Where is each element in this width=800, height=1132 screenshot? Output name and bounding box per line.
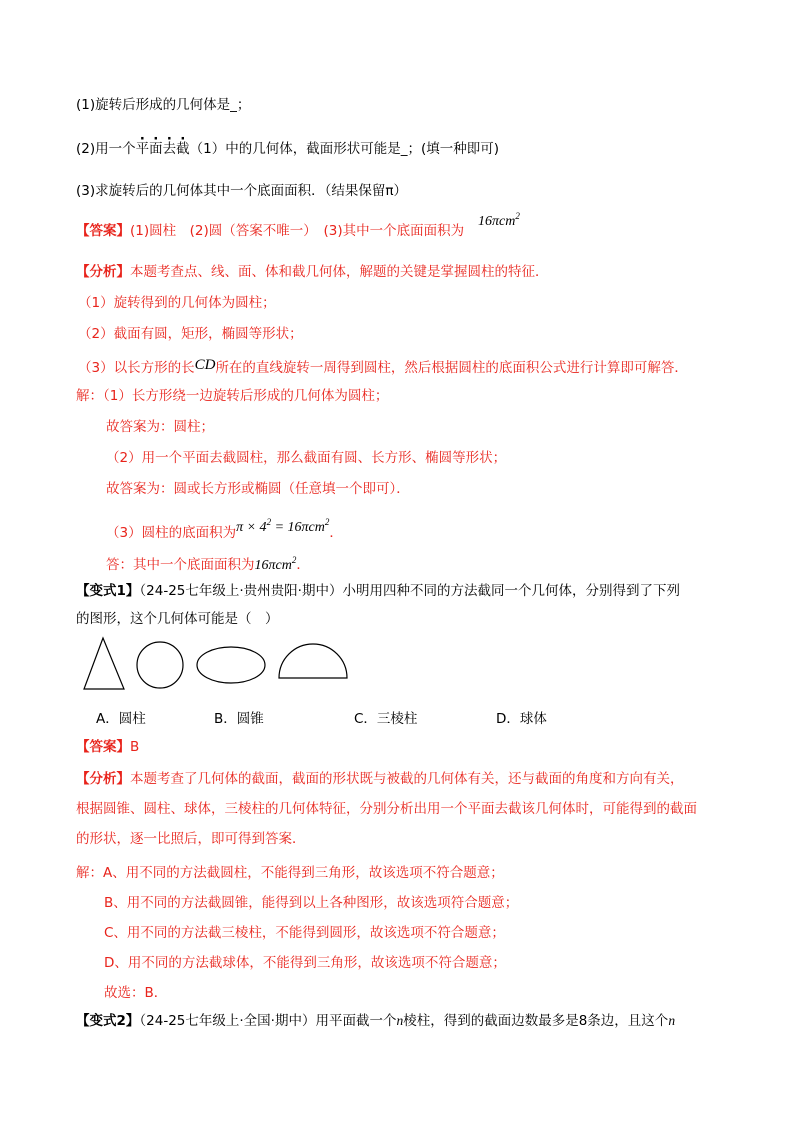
answer-tag: 【答案】: [76, 739, 130, 755]
emphasis-char: 截: [176, 141, 190, 157]
analysis-point-3: （3）以长方形的长CD所在的直线旋转一周得到圆柱，然后根据圆柱的底面积公式进行计算即可解答．: [78, 357, 688, 376]
analysis-tag: 【分析】: [76, 771, 130, 787]
solution-step-1: 解：（1）长方形绕一边旋转后形成的几何体为圆柱；: [76, 388, 389, 404]
emphasis-char: 去: [162, 141, 177, 157]
variant-1-line-2: 的图形，这个几何体可能是（ ）: [76, 611, 279, 627]
variant-2-line-1: 【变式2】（24-25七年级上·全国·期中）用平面截一个n棱柱，得到的截面边数最多是8条边，且这个n: [76, 1013, 676, 1029]
ellipse-figure: [197, 647, 265, 683]
final-formula: 16πcm$^2$: [254, 555, 297, 573]
variant-1-solution-a: 解：A、用不同的方法截圆柱，不能得到三角形，故该选项不符合题意；: [76, 865, 504, 881]
answer-line: [76, 222, 464, 240]
solution-formula: $\pi \times 4^2 = 16\pi cm^2$: [236, 517, 330, 535]
question-part-2: (2)用一个平面去截（1）中的几何体，截面形状可能是_；(填一种即可): [76, 141, 499, 157]
segment-label: CD: [194, 357, 216, 373]
variant-1-solution-d: D、用不同的方法截球体，不能得到三角形，故该选项不符合题意；: [104, 955, 506, 971]
solution-step-5: （3）圆柱的底面积为$\pi \times 4^2 = 16\pi cm^2$．: [106, 517, 343, 541]
analysis-point-2: （2）截面有圆，矩形，椭圆等形状；: [78, 326, 303, 342]
variant-1-line-1: 【变式1】（24-25七年级上·贵州贵阳·期中）小明用四种不同的方法截同一个几何体，分别得到了下列: [76, 583, 680, 599]
variant-1-answer: 【答案】B: [76, 739, 140, 755]
option-c[interactable]: C．三棱柱: [354, 711, 418, 727]
option-d[interactable]: D．球体: [496, 711, 547, 727]
variant-1-analysis-3: 的形状，逐一比照后，即可得到答案．: [76, 831, 306, 847]
variant-2-tag: 【变式2】: [76, 1013, 140, 1029]
section-figures: [76, 634, 366, 694]
analysis-tag: 【分析】: [76, 264, 130, 280]
solution-step-3: （2）用一个平面去截圆柱，那么截面有圆、长方形、椭圆等形状；: [106, 450, 507, 466]
circle-figure: [137, 642, 183, 688]
semicircle-figure: [279, 644, 347, 678]
triangle-figure: [84, 638, 124, 689]
solution-step-2: 故答案为：圆柱；: [106, 419, 214, 435]
emphasis-char: 面: [149, 141, 163, 157]
variant-1-analysis-1: 【分析】本题考查了几何体的截面，截面的形状既与被截的几何体有关，还与截面的角度和方向有关，: [76, 771, 684, 787]
solution-step-6: 答：其中一个底面面积为16πcm$^2$．: [106, 555, 310, 573]
answer-formula: 16πcm$^2$: [478, 211, 520, 229]
analysis-point-1: （1）旋转得到的几何体为圆柱；: [78, 295, 276, 311]
variant-1-solution-b: B、用不同的方法截圆锥，能得到以上各种图形，故该选项符合题意；: [104, 895, 519, 911]
option-b[interactable]: B．圆锥: [214, 711, 264, 727]
emphasis-char: 平: [135, 141, 150, 157]
analysis-line: 【分析】本题考查点、线、面、体和截几何体，解题的关键是掌握圆柱的特征．: [76, 264, 549, 280]
variant-1-solution-c: C、用不同的方法截三棱柱，不能得到圆形，故该选项不符合题意；: [104, 925, 505, 941]
question-part-3: (3)求旋转后的几何体其中一个底面面积．（结果保留π）: [76, 183, 407, 199]
variant-1-analysis-2: 根据圆锥、圆柱、球体，三棱柱的几何体特征，分别分析出用一个平面去截该几何体时，可能得到的截面: [76, 801, 697, 817]
question-part-1: (1)旋转后形成的几何体是_；: [76, 97, 251, 113]
solution-step-4: 故答案为：圆或长方形或椭圆（任意填一个即可）．: [106, 481, 410, 497]
variant-1-tag: 【变式1】: [76, 583, 140, 599]
answer-tag: 【答案】: [76, 223, 130, 239]
variant-1-final: 故选：B．: [104, 985, 168, 1001]
answer-text: (1)圆柱 (2)圆（答案不唯一） (3)其中一个底面面积为: [130, 223, 465, 239]
option-a[interactable]: A．圆柱: [96, 711, 146, 727]
